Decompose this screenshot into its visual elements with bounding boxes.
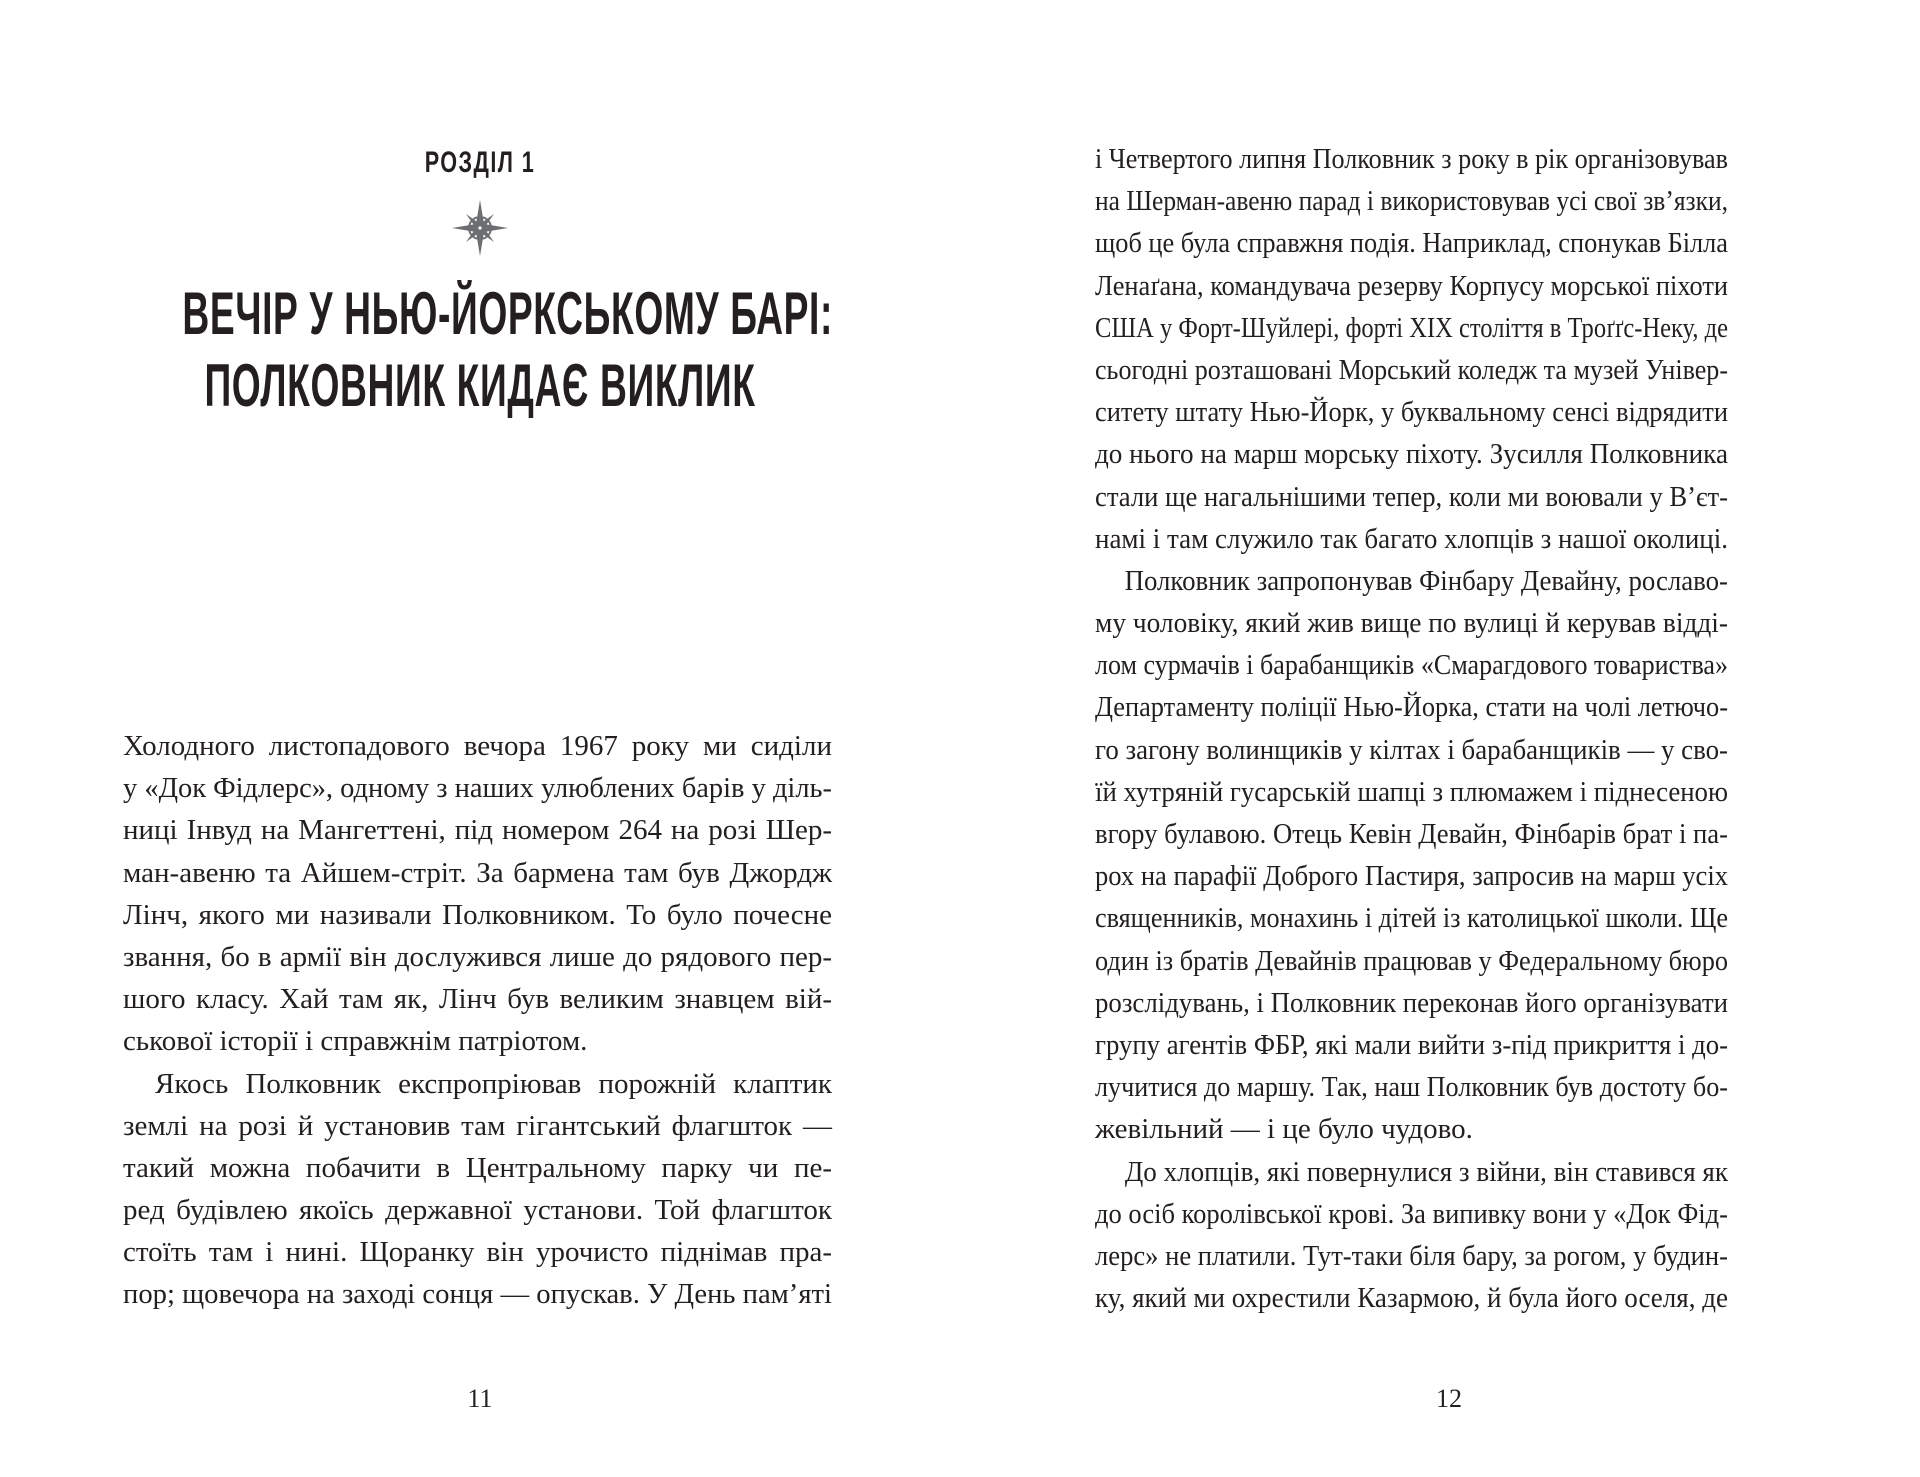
text-line: землі на розі й установив там гігантський флагшток — xyxy=(123,1109,832,1142)
text-line: до нього на марш морську піхоту. Зусилля Полковника xyxy=(1095,438,1728,471)
text-line: му чоловіку, який жив вище по вулиці й керував відді- xyxy=(1095,607,1728,640)
text-line: До хлопців, які повернулися з війни, він ставився як xyxy=(1124,1155,1728,1188)
text-line: США у Форт-Шуйлері, форті XIX століття в Троґґс-Неку, де xyxy=(1095,311,1728,344)
chapter-title-line: ВЕЧІР У НЬЮ-ЙОРКСЬКОМУ БАРІ: xyxy=(182,280,834,347)
text-line: ман-авеню та Айшем-стріт. За бармена там був Джордж xyxy=(123,856,832,889)
right-page xyxy=(960,0,1920,1477)
text-line: такий можна побачити в Центральному парку чи пе- xyxy=(123,1151,832,1184)
text-line: і Четвертого липня Полковник з року в рік організовував xyxy=(1095,143,1728,175)
text-line: жевільний — і це було чудово. xyxy=(1095,1113,1473,1146)
text-line: рох на парафії Доброго Пастиря, запросив на марш усіх xyxy=(1095,860,1728,893)
text-line: групу агентів ФБР, які мали вийти з-під прикриття і до- xyxy=(1095,1028,1728,1061)
text-line: лерс» не платили. Тут-таки біля бару, за рогом, у будин- xyxy=(1095,1239,1728,1272)
body-text xyxy=(1095,138,1728,1319)
text-line: Якось Полковник експропріював порожній клаптик xyxy=(155,1067,832,1100)
text-line: Департаменту поліції Нью-Йорка, стати на чолі летючо- xyxy=(1095,691,1728,724)
text-line: ред будівлею якоїсь державної установи. Той флагшток xyxy=(123,1194,832,1227)
chapter-label: РОЗДІЛ 1 xyxy=(424,146,536,179)
text-line: ниці Інвуд на Мангеттені, під номером 264 на розі Шер- xyxy=(123,814,832,847)
text-line: священників, монахинь і дітей із католицької школи. Ще xyxy=(1095,902,1728,935)
chapter-title xyxy=(0,278,960,422)
compass-rose-icon xyxy=(452,200,508,256)
body-text xyxy=(123,725,832,1316)
text-line: щоб це була справжня подія. Наприклад, спонукав Білла xyxy=(1095,227,1728,260)
text-line: го загону волинщиків у кілтах і барабанщиків — у сво- xyxy=(1095,733,1728,766)
text-line: до осіб королівської крові. За випивку вони у «Док Фід- xyxy=(1095,1197,1728,1230)
text-line: Ленаґана, командувача резерву Корпусу морської піхоти xyxy=(1095,269,1728,302)
text-line: Лінч, якого ми називали Полковником. То було почесне xyxy=(123,898,832,931)
text-line: звання, бо в армії він дослужився лише до рядового пер- xyxy=(123,940,832,973)
text-line: Полковник запропонував Фінбару Девайну, рославо- xyxy=(1124,564,1728,597)
text-line: їй хутряній гусарській шапці з плюмажем і піднесеною xyxy=(1095,775,1728,808)
text-line: Холодного листопадового вечора 1967 року ми сиділи xyxy=(123,730,832,762)
text-line: пор; щовечора на заході сонця — опускав. У День пам’яті xyxy=(123,1278,832,1311)
text-line: на Шерман-авеню парад і використовував усі свої зв’язки, xyxy=(1095,185,1728,218)
text-line: стоїть там і нині. Щоранку він урочисто піднімав пра- xyxy=(123,1236,832,1269)
text-line: сьогодні розташовані Морський коледж та музей Універ- xyxy=(1095,353,1728,386)
text-line: ку, який ми охрестили Казармою, й була його оселя, де xyxy=(1095,1282,1728,1315)
page-number: 12 xyxy=(1436,1384,1462,1413)
text-line: ситету штату Нью-Йорк, у буквальному сенсі відрядити xyxy=(1095,396,1728,429)
text-line: ськової історії і справжнім патріотом. xyxy=(123,1025,588,1058)
text-line: у «Док Фідлерс», одному з наших улюблених барів у діль- xyxy=(123,772,832,805)
chapter-title-line: ПОЛКОВНИК КИДАЄ ВИКЛИК xyxy=(204,352,756,419)
text-line: лучитися до маршу. Так, наш Полковник був достоту бо- xyxy=(1095,1071,1728,1104)
text-line: стали ще нагальнішими тепер, коли ми воювали у В’єт- xyxy=(1095,480,1728,513)
text-line: шого класу. Хай там як, Лінч був великим знавцем вій- xyxy=(123,983,832,1016)
text-line: один із братів Девайнів працював у Федеральному бюро xyxy=(1095,944,1728,977)
text-line: розслідувань, і Полковник переконав його організувати xyxy=(1095,986,1728,1019)
text-line: лом сурмачів і барабанщиків «Смарагдового товариства» xyxy=(1095,649,1728,682)
text-line: вгору булавою. Отець Кевін Девайн, Фінбарів брат і па- xyxy=(1095,818,1728,850)
text-line: намі і там служило так багато хлопців з нашої околиці. xyxy=(1095,522,1728,555)
page-number: 11 xyxy=(467,1384,493,1413)
